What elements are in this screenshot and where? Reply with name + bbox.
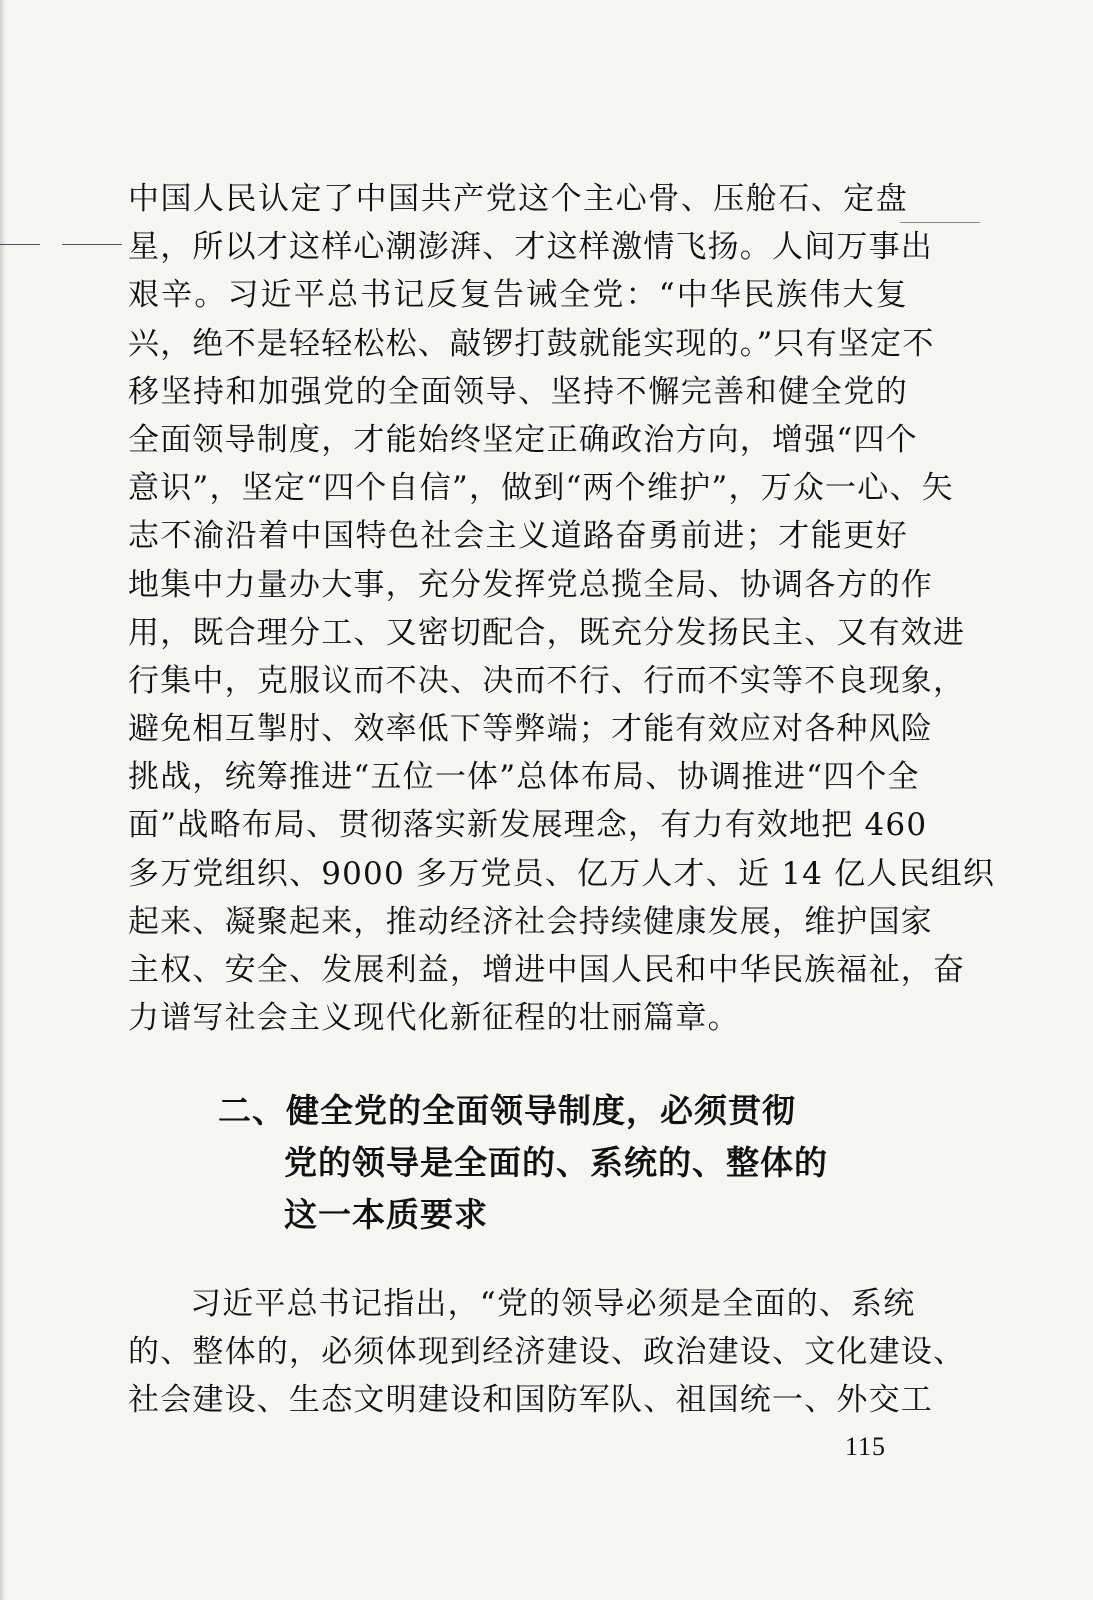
text-line: 行集中，克服议而不决、决而不行、行而不实等不良现象，: [128, 662, 966, 699]
text-line: 习近平总书记指出，“党的领导必须是全面的、系统: [190, 1286, 916, 1322]
scan-edge: [0, 0, 6, 1600]
heading-line: 党的领导是全面的、系统的、整体的: [284, 1143, 828, 1182]
text-line: 面”战略布局、贯彻落实新发展理念，有力有效地把 460: [128, 807, 928, 844]
text-line: 挑战，统筹推进“五位一体”总体布局、协调推进“四个全: [128, 759, 920, 796]
text-line: 中国人民认定了中国共产党这个主心骨、压舱石、定盘: [128, 181, 908, 217]
text-line: 避免相互掣肘、效率低下等弊端；才能有效应对各种风险: [128, 711, 933, 748]
text-line: 星，所以才这样心潮澎湃、才这样激情飞扬。人间万事出: [128, 229, 933, 266]
text-line: 意识”，坚定“四个自信”，做到“两个维护”，万众一心、矢: [128, 470, 954, 507]
text-line: 全面领导制度，才能始终坚定正确政治方向，增强“四个: [128, 421, 918, 458]
text-line: 主权、安全、发展利益，增进中国人民和中华民族福祉，奋: [128, 952, 966, 988]
text-line: 多万党组织、9000 多万党员、亿万人才、近 14 亿人民组织: [128, 855, 996, 892]
text-line: 兴，绝不是轻轻松松、敲锣打鼓就能实现的。”只有坚定不: [128, 325, 935, 362]
paragraph-2: [128, 1280, 966, 1425]
text-line: 社会建设、生态文明建设和国防军队、祖国统一、外交工: [128, 1382, 933, 1419]
text-line: 起来、凝聚起来，推动经济社会持续健康发展，维护国家: [128, 903, 933, 940]
paragraph-1: [128, 175, 996, 1042]
text-line: 移坚持和加强党的全面领导、坚持不懈完善和健全党的: [128, 373, 908, 410]
scan-artifact-line: [0, 244, 40, 245]
text-line: 的、整体的，必须体现到经济建设、政治建设、文化建设、: [128, 1334, 966, 1371]
page-number: 115: [845, 1432, 887, 1461]
heading-line: 二、健全党的全面领导制度，必须贯彻: [218, 1091, 796, 1130]
heading-line: 这一本质要求: [284, 1195, 488, 1234]
text-line: 艰辛。习近平总书记反复告诫全党：“中华民族伟大复: [128, 277, 908, 314]
section-heading: [218, 1085, 858, 1241]
text-line: 地集中力量办大事，充分发挥党总揽全局、协调各方的作: [128, 566, 933, 603]
text-line: 用，既合理分工、又密切配合，既充分发扬民主、又有效进: [128, 614, 966, 651]
text-line: 志不渝沿着中国特色社会主义道路奋勇前进；才能更好: [128, 518, 908, 555]
scan-artifact-line: [62, 244, 122, 245]
text-line: 力谱写社会主义现代化新征程的壮丽篇章。: [128, 1000, 740, 1037]
scan-artifact-line: [900, 222, 980, 223]
